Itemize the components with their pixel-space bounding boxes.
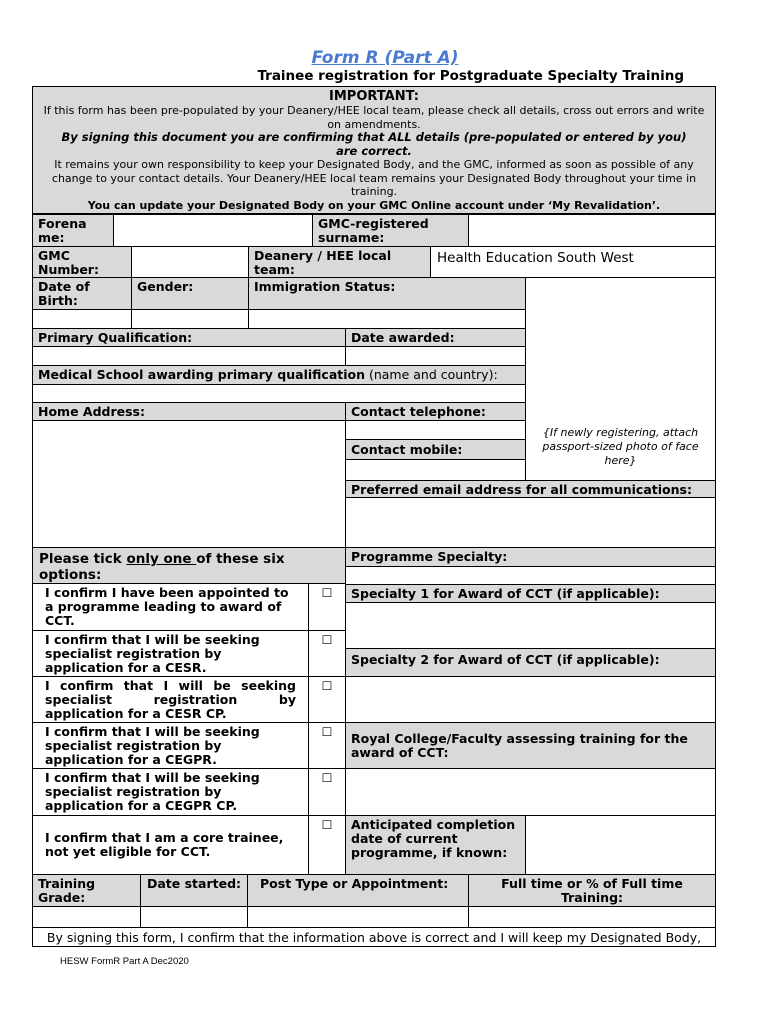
full-time-input[interactable] (468, 906, 716, 928)
immigration-input[interactable] (248, 309, 526, 329)
email-label: Preferred email address for all communications: (345, 480, 716, 498)
home-address-input[interactable] (32, 420, 346, 548)
medical-school-label (32, 365, 526, 385)
royal-college-label: Royal College/Faculty assessing training for the award of CCT: (345, 722, 716, 769)
date-started-label: Date started: (140, 874, 248, 907)
option-checkbox-6[interactable]: ☐ (308, 815, 346, 875)
form-title: Form R (Part A) (311, 48, 459, 68)
gmc-number-input[interactable] (131, 246, 249, 278)
option-checkbox-5[interactable]: ☐ (308, 768, 346, 816)
contact-mobile-label: Contact mobile: (345, 439, 526, 460)
programme-specialty-label: Programme Specialty: (345, 547, 716, 567)
option-text-3: I confirm that I will be seeking specialist registration by application for a CESR CP. (32, 676, 309, 723)
form-subtitle: Trainee registration for Postgraduate Specialty Training (257, 68, 684, 84)
training-grade-input[interactable] (32, 906, 141, 928)
contact-mobile-input[interactable] (345, 459, 526, 481)
training-grade-label: Training Grade: (32, 874, 141, 907)
specialty-1-label: Specialty 1 for Award of CCT (if applicable): (345, 584, 716, 603)
home-address-label: Home Address: (32, 402, 346, 421)
option-checkbox-2[interactable]: ☐ (308, 630, 346, 677)
options-heading (32, 547, 346, 584)
deanery-value[interactable]: Health Education South West (430, 246, 716, 278)
contact-telephone-input[interactable] (345, 420, 526, 440)
important-line-1: If this form has been pre-populated by your Deanery/HEE local team, please check all details, cross out errors and write on amendments. (43, 104, 705, 131)
options-heading-a: Please tick (39, 551, 127, 567)
specialty-2-label: Specialty 2 for Award of CCT (if applicable): (345, 648, 716, 677)
date-awarded-input[interactable] (345, 346, 526, 366)
deanery-label: Deanery / HEE local team: (248, 246, 431, 278)
important-line-2: By signing this document you are confirming that ALL details (pre-populated or entered by you) are correct. (61, 130, 687, 158)
specialty-1-input[interactable] (345, 602, 716, 649)
email-input[interactable] (345, 497, 716, 548)
option-text-5: I confirm that I will be seeking specialist registration by application for a CEGPR CP. (32, 768, 309, 816)
important-box (32, 86, 716, 214)
anticipated-completion-label: Anticipated completion date of current programme, if known: (345, 815, 526, 875)
gender-input[interactable] (131, 309, 249, 329)
option-text-2: I confirm that I will be seeking specialist registration by application for a CESR. (32, 630, 309, 677)
anticipated-completion-input[interactable] (525, 815, 716, 875)
programme-specialty-input[interactable] (345, 566, 716, 585)
photo-note: {If newly registering, attach passport-sized photo of face here} (542, 426, 699, 467)
option-checkbox-4[interactable]: ☐ (308, 722, 346, 769)
royal-college-input[interactable] (345, 768, 716, 816)
option-text-4: I confirm that I will be seeking specialist registration by application for a CEGPR. (32, 722, 309, 769)
primary-qualification-input[interactable] (32, 346, 346, 366)
post-type-label: Post Type or Appointment: (247, 874, 469, 907)
options-heading-b: only one (126, 551, 197, 567)
photo-area[interactable] (525, 277, 716, 481)
medical-school-input[interactable] (32, 384, 526, 403)
specialty-2-input[interactable] (345, 676, 716, 723)
option-text-6: I confirm that I am a core trainee, not yet eligible for CCT. (32, 815, 309, 875)
primary-qualification-label: Primary Qualification: (32, 328, 346, 347)
medical-school-hint: (name and country): (365, 367, 498, 382)
gender-label: Gender: (131, 277, 249, 310)
contact-telephone-label: Contact telephone: (345, 402, 526, 421)
dob-input[interactable] (32, 309, 132, 329)
date-started-input[interactable] (140, 906, 248, 928)
gmc-number-label: GMC Number: (32, 246, 132, 278)
date-awarded-label: Date awarded: (345, 328, 526, 347)
surname-input[interactable] (468, 214, 716, 247)
important-line-4: You can update your Designated Body on your GMC Online account under ‘My Revalidation’. (87, 198, 661, 212)
immigration-label: Immigration Status: (248, 277, 526, 310)
surname-label: GMC-registered surname: (312, 214, 469, 247)
important-heading: IMPORTANT: (329, 89, 419, 104)
option-checkbox-1[interactable]: ☐ (308, 583, 346, 631)
option-text-1: I confirm I have been appointed to a programme leading to award of CCT. (32, 583, 309, 631)
post-type-input[interactable] (247, 906, 469, 928)
options-heading-c: of these six options: (39, 551, 285, 583)
dob-label: Date of Birth: (32, 277, 132, 310)
forename-label: Forena me: (32, 214, 114, 247)
important-line-3: It remains your own responsibility to keep your Designated Body, and the GMC, informed as soon as possible of any change to your contact details. Your Deanery/HEE local team remains your Designated Body throughout your time in training. (51, 158, 697, 198)
signing-statement: By signing this form, I confirm that the information above is correct and I will keep my Designated Body, (32, 927, 716, 947)
option-checkbox-3[interactable]: ☐ (308, 676, 346, 723)
forename-input[interactable] (113, 214, 313, 247)
full-time-label: Full time or % of Full time Training: (468, 874, 716, 907)
footer-text: HESW FormR Part A Dec2020 (60, 956, 189, 967)
medical-school-label-text: Medical School awarding primary qualification (38, 367, 365, 382)
